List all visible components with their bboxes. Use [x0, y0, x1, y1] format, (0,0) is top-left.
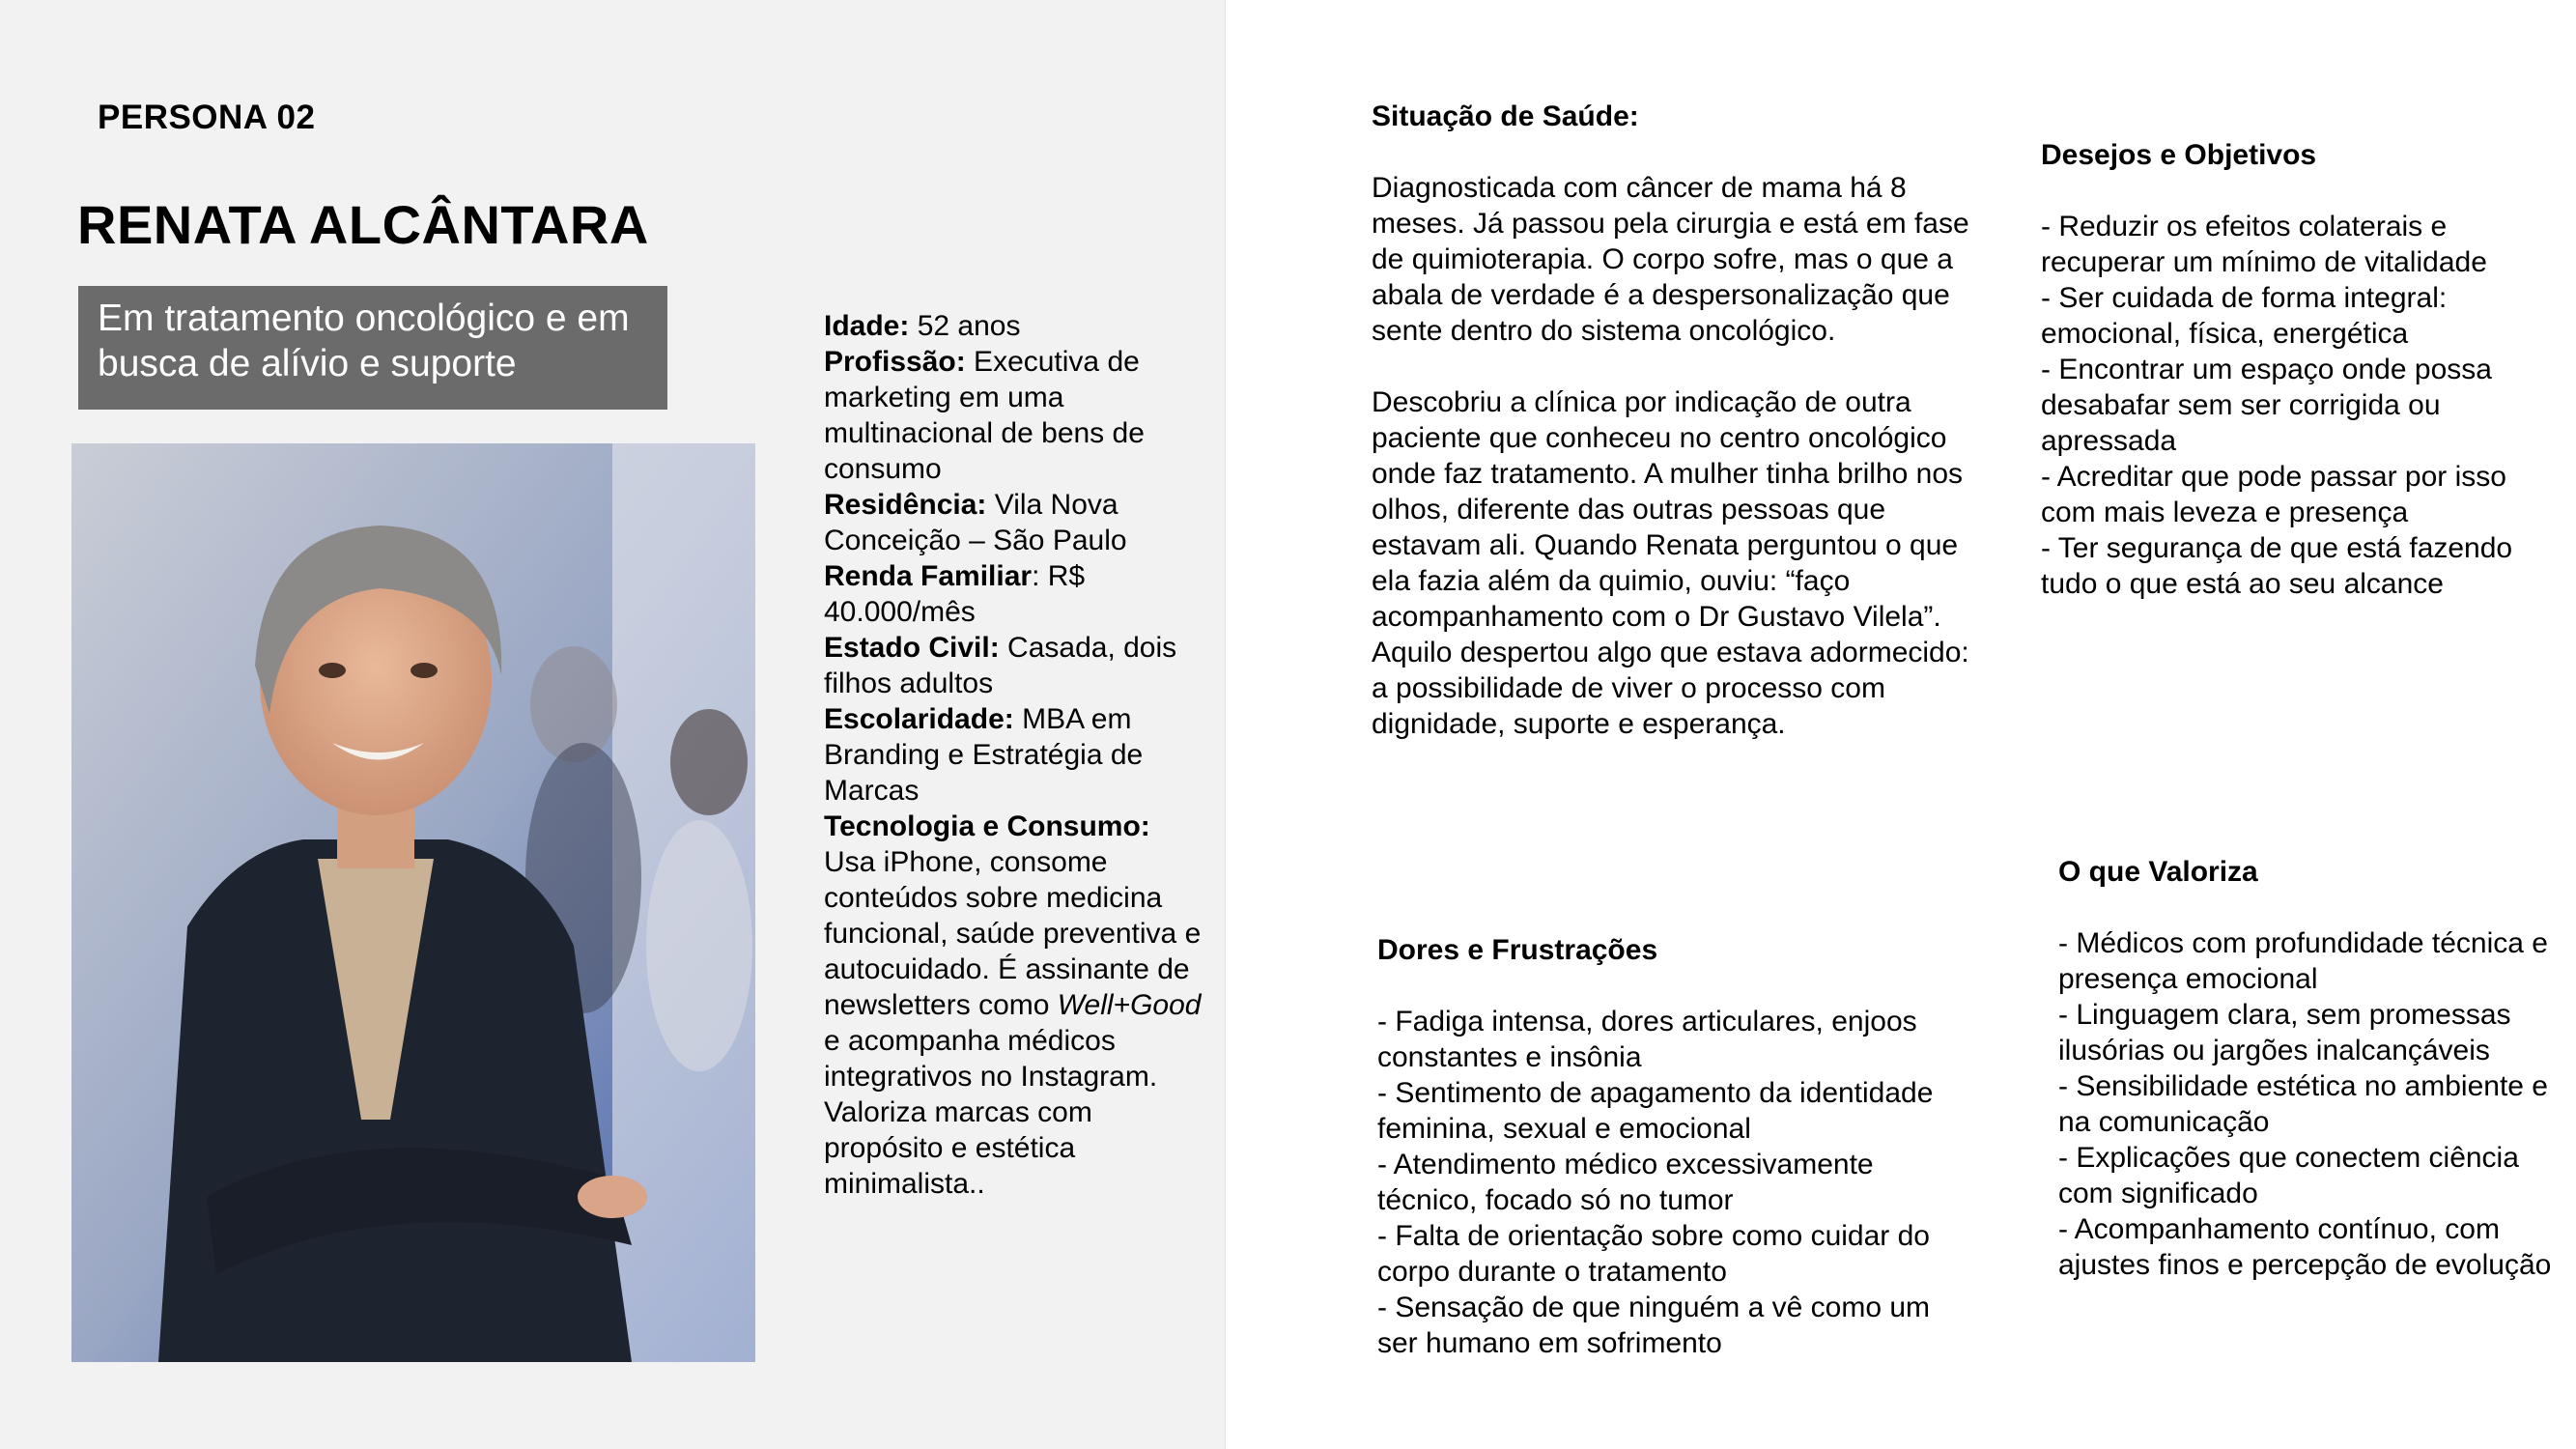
pains-item: - Sensação de que ninguém a vê como um ser humano em sofrimento — [1377, 1292, 1931, 1359]
health-section — [1372, 99, 1970, 742]
pains-section — [1377, 932, 1976, 1361]
pains-item: - Fadiga intensa, dores articulares, enjoos constantes e insônia — [1377, 1006, 1917, 1073]
persona-tagline: Em tratamento oncológico e em busca de alívio e suporte — [78, 286, 667, 410]
values-item: - Explicações que conectem ciência com significado — [2058, 1142, 2519, 1209]
profile-estado-civil: Estado Civil: Casada, dois filhos adultos — [824, 632, 1177, 699]
desires-item: - Ter segurança de que está fazendo tudo o que está ao seu alcance — [2041, 532, 2513, 600]
desires-item: - Encontrar um espaço onde possa desabafar sem ser corrigida ou apressada — [2041, 354, 2492, 457]
desires-section — [2041, 137, 2529, 602]
values-item: - Médicos com profundidade técnica e presença emocional — [2058, 927, 2548, 995]
desires-title: Desejos e Objetivos — [2041, 139, 2317, 171]
profile-escolaridade: Escolaridade: MBA em Branding e Estratégia de Marcas — [824, 703, 1144, 807]
desires-item: - Ser cuidada de forma integral: emocional, física, energética — [2041, 282, 2448, 350]
pains-item: - Atendimento médico excessivamente técnico, focado só no tumor — [1377, 1149, 1874, 1216]
persona-number: PERSONA 02 — [98, 99, 316, 136]
pains-item: - Falta de orientação sobre como cuidar do corpo durante o tratamento — [1377, 1220, 1930, 1288]
profile-details — [824, 308, 1203, 1202]
values-title: O que Valoriza — [2058, 856, 2258, 888]
health-paragraph-2: Descobriu a clínica por indicação de outra paciente que conheceu no centro oncológico onde faz tratamento. A mulher tinha brilho nos olhos, diferente das outras pessoas que estavam ali. Quando Renata perguntou o que ela fazia além da quimio, ouviu: “faço acompanhamento com o Dr Gustavo Vilela”. Aquilo despertou algo que estava adormecido: a possibilidade de viver o processo com dignidade, suporte e esperança. — [1372, 386, 1969, 740]
values-section — [2058, 854, 2556, 1283]
health-title: Situação de Saúde: — [1372, 100, 1639, 132]
persona-name: RENATA ALCÂNTARA — [77, 194, 649, 255]
persona-photo — [71, 443, 755, 1362]
values-item: - Sensibilidade estética no ambiente e na comunicação — [2058, 1070, 2548, 1138]
desires-item: - Reduzir os efeitos colaterais e recuperar um mínimo de vitalidade — [2041, 211, 2487, 278]
profile-renda: Renda Familiar: R$ 40.000/mês — [824, 560, 1086, 628]
pains-item: - Sentimento de apagamento da identidade feminina, sexual e emocional — [1377, 1077, 1934, 1145]
profile-residencia: Residência: Vila Nova Conceição – São Paulo — [824, 489, 1127, 556]
pains-title: Dores e Frustrações — [1377, 934, 1658, 966]
values-item: - Linguagem clara, sem promessas ilusórias ou jargões inalcançáveis — [2058, 999, 2511, 1066]
health-paragraph-1: Diagnosticada com câncer de mama há 8 meses. Já passou pela cirurgia e está em fase de quimioterapia. O corpo sofre, mas o que a abala de verdade é a despersonalização que sente dentro do sistema oncológico. — [1372, 172, 1969, 347]
profile-idade: Idade: 52 anos — [824, 310, 1021, 342]
desires-item: - Acreditar que pode passar por isso com mais leveza e presença — [2041, 461, 2506, 528]
values-item: - Acompanhamento contínuo, com ajustes finos e percepção de evolução — [2058, 1213, 2552, 1281]
profile-profissao: Profissão: Executiva de marketing em uma multinacional de bens de consumo — [824, 346, 1145, 485]
profile-tecnologia: Tecnologia e Consumo: Usa iPhone, consome conteúdos sobre medicina funcional, saúde preventiva e autocuidado. É assinante de newsletters como Well+Good e acompanha médicos integrativos no Instagram. Valoriza marcas com propósito e estética minimalista.. — [824, 810, 1202, 1200]
